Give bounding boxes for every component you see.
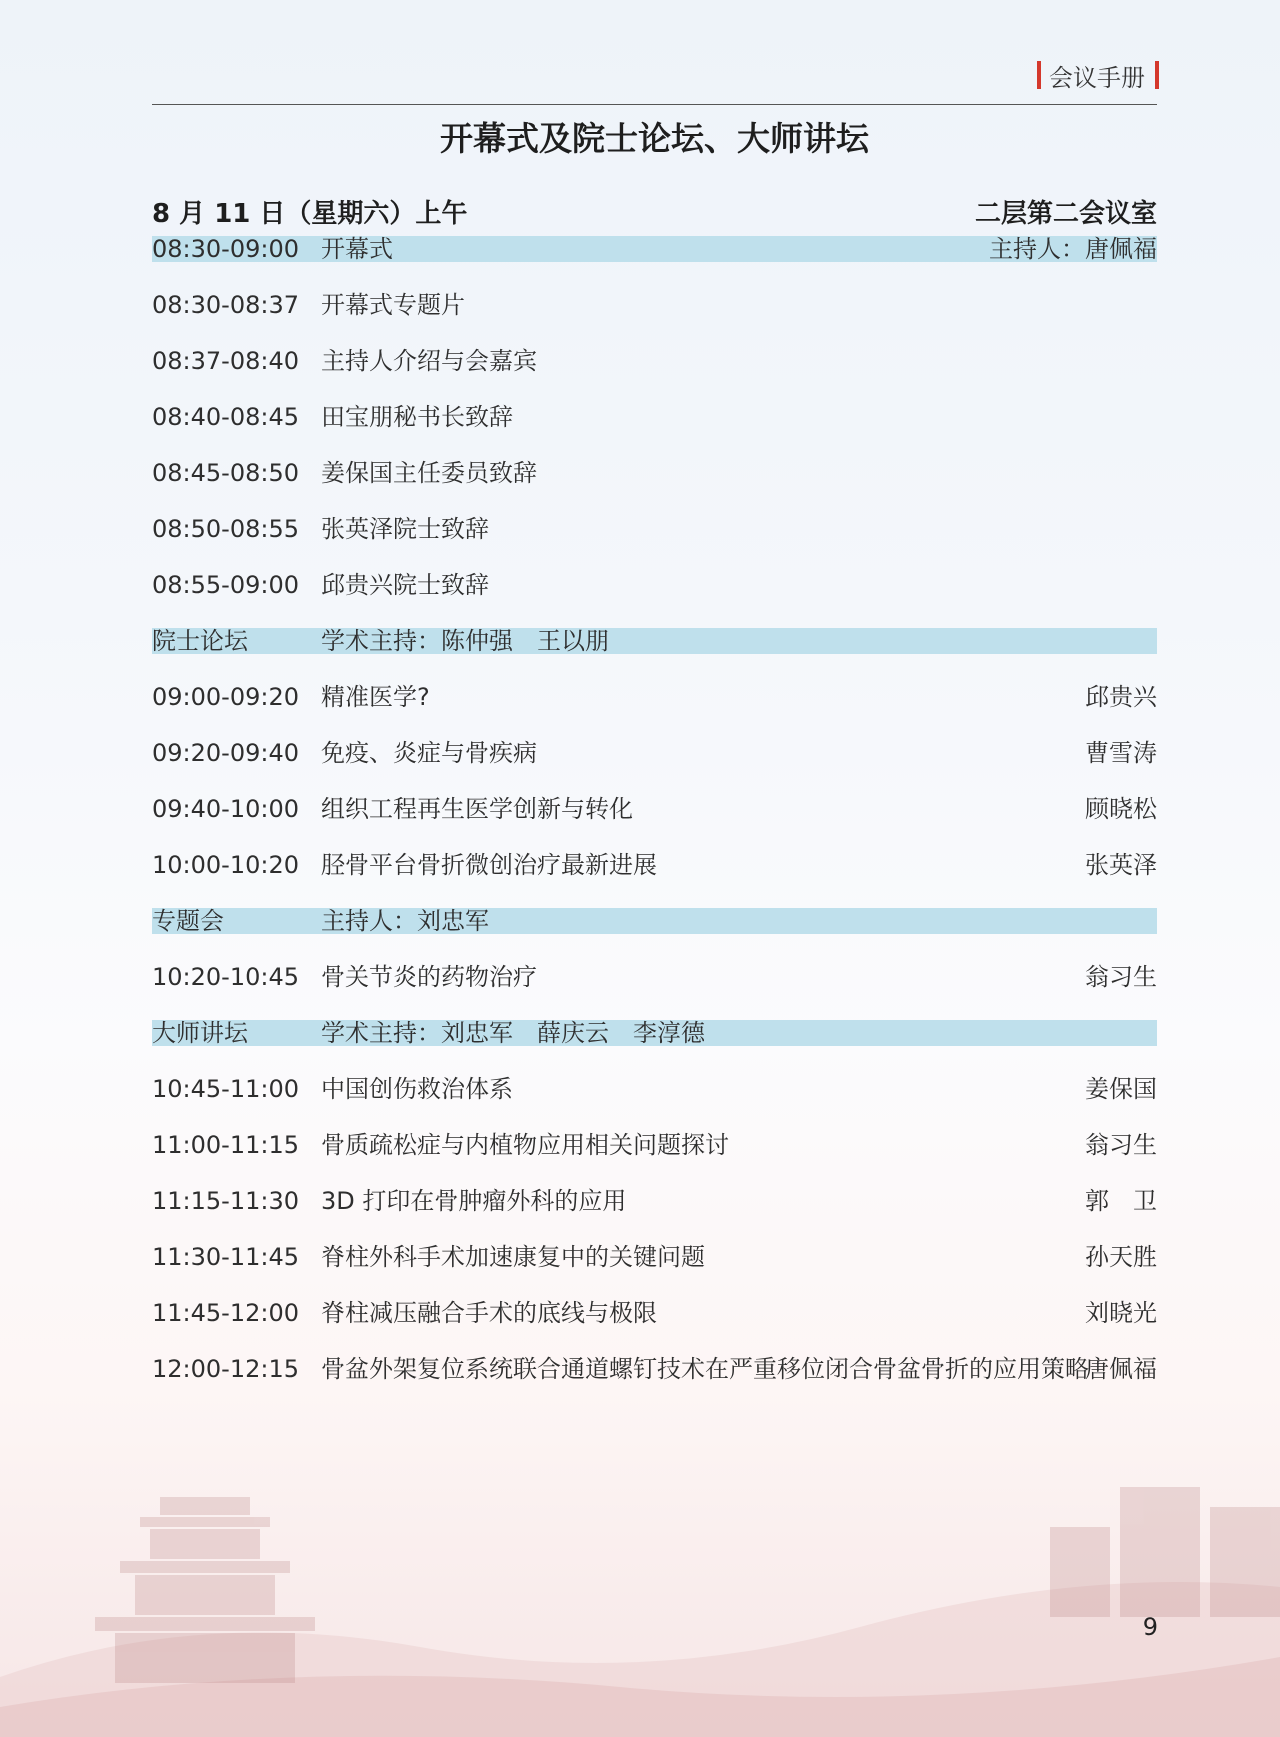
row-time: 专题会 xyxy=(152,907,224,935)
row-topic: 组织工程再生医学创新与转化 xyxy=(321,795,633,823)
row-speaker: 张英泽 xyxy=(1085,851,1157,879)
row-time: 11:15-11:30 xyxy=(152,1187,299,1215)
row-time: 08:30-09:00 xyxy=(152,235,299,263)
row-topic: 邱贵兴院士致辞 xyxy=(321,571,489,599)
row-topic: 骨质疏松症与内植物应用相关问题探讨 xyxy=(321,1131,729,1159)
row-time: 08:37-08:40 xyxy=(152,347,299,375)
schedule-row xyxy=(152,964,1157,1020)
row-topic: 脊柱减压融合手术的底线与极限 xyxy=(321,1299,657,1327)
schedule-row xyxy=(152,1076,1157,1132)
row-time: 10:45-11:00 xyxy=(152,1075,299,1103)
row-speaker: 曹雪涛 xyxy=(1085,739,1157,767)
schedule-row xyxy=(152,516,1157,572)
session-date: 8 月 11 日（星期六）上午 xyxy=(152,198,468,229)
row-speaker: 邱贵兴 xyxy=(1085,683,1157,711)
row-time: 11:45-12:00 xyxy=(152,1299,299,1327)
handbook-label: 会议手册 xyxy=(1049,63,1145,92)
schedule-row xyxy=(152,1356,1157,1412)
schedule-row xyxy=(152,1244,1157,1300)
row-topic: 学术主持：陈仲强 王以朋 xyxy=(321,627,609,655)
row-speaker: 姜保国 xyxy=(1085,1075,1157,1103)
schedule-row xyxy=(152,1132,1157,1188)
section-highlight-band xyxy=(152,628,1157,654)
section-highlight-band xyxy=(152,908,1157,934)
row-topic: 主持人介绍与会嘉宾 xyxy=(321,347,537,375)
row-topic: 骨关节炎的药物治疗 xyxy=(321,963,537,991)
header-bar-right xyxy=(1155,61,1159,89)
row-time: 09:20-09:40 xyxy=(152,739,299,767)
background-scenery xyxy=(0,1377,1280,1737)
page-number: 9 xyxy=(1142,1613,1158,1641)
row-topic: 开幕式 xyxy=(321,235,393,263)
row-topic: 姜保国主任委员致辞 xyxy=(321,459,537,487)
schedule-row xyxy=(152,460,1157,516)
row-speaker: 郭 卫 xyxy=(1085,1187,1157,1215)
row-time: 11:00-11:15 xyxy=(152,1131,299,1159)
row-topic: 学术主持：刘忠军 薛庆云 李淳德 xyxy=(321,1019,705,1047)
schedule-section-row xyxy=(152,908,1157,964)
schedule-row xyxy=(152,1300,1157,1356)
schedule-row xyxy=(152,572,1157,628)
schedule-section-row xyxy=(152,1020,1157,1076)
schedule-row xyxy=(152,1188,1157,1244)
row-topic: 脊柱外科手术加速康复中的关键问题 xyxy=(321,1243,705,1271)
session-room: 二层第二会议室 xyxy=(974,198,1157,229)
row-time: 11:30-11:45 xyxy=(152,1243,299,1271)
row-time: 12:00-12:15 xyxy=(152,1355,299,1383)
header-bar-left xyxy=(1037,61,1041,89)
schedule-row xyxy=(152,852,1157,908)
row-time: 10:20-10:45 xyxy=(152,963,299,991)
row-speaker: 翁习生 xyxy=(1085,963,1157,991)
row-topic: 胫骨平台骨折微创治疗最新进展 xyxy=(321,851,657,879)
session-header xyxy=(152,193,1157,229)
row-time: 09:40-10:00 xyxy=(152,795,299,823)
row-time: 08:30-08:37 xyxy=(152,291,299,319)
schedule-row xyxy=(152,404,1157,460)
row-topic: 3D 打印在骨肿瘤外科的应用 xyxy=(321,1187,627,1215)
row-speaker: 刘晓光 xyxy=(1085,1299,1157,1327)
row-speaker: 唐佩福 xyxy=(1085,1355,1157,1383)
header-divider xyxy=(152,104,1157,105)
row-topic: 开幕式专题片 xyxy=(321,291,465,319)
row-speaker: 翁习生 xyxy=(1085,1131,1157,1159)
row-speaker: 顾晓松 xyxy=(1085,795,1157,823)
schedule-row xyxy=(152,292,1157,348)
schedule-row xyxy=(152,740,1157,796)
handbook-header-tag xyxy=(1037,60,1159,90)
schedule-row xyxy=(152,684,1157,740)
row-topic: 免疫、炎症与骨疾病 xyxy=(321,739,537,767)
row-topic: 骨盆外架复位系统联合通道螺钉技术在严重移位闭合骨盆骨折的应用策略 xyxy=(321,1355,1089,1383)
row-speaker: 主持人：唐佩福 xyxy=(989,235,1157,263)
row-topic: 精准医学? xyxy=(321,683,430,711)
row-topic: 主持人：刘忠军 xyxy=(321,907,489,935)
schedule-section-row xyxy=(152,628,1157,684)
schedule-row xyxy=(152,796,1157,852)
row-topic: 田宝朋秘书长致辞 xyxy=(321,403,513,431)
row-topic: 张英泽院士致辞 xyxy=(321,515,489,543)
row-time: 08:40-08:45 xyxy=(152,403,299,431)
row-time: 09:00-09:20 xyxy=(152,683,299,711)
row-speaker: 孙天胜 xyxy=(1085,1243,1157,1271)
row-time: 院士论坛 xyxy=(152,627,248,655)
row-time: 08:55-09:00 xyxy=(152,571,299,599)
row-time: 08:45-08:50 xyxy=(152,459,299,487)
schedule-section-row xyxy=(152,236,1157,292)
row-topic: 中国创伤救治体系 xyxy=(321,1075,513,1103)
row-time: 大师讲坛 xyxy=(152,1019,248,1047)
row-time: 08:50-08:55 xyxy=(152,515,299,543)
schedule-table xyxy=(152,236,1157,1412)
schedule-row xyxy=(152,348,1157,404)
page-title: 开幕式及院士论坛、大师讲坛 xyxy=(440,119,869,158)
row-time: 10:00-10:20 xyxy=(152,851,299,879)
